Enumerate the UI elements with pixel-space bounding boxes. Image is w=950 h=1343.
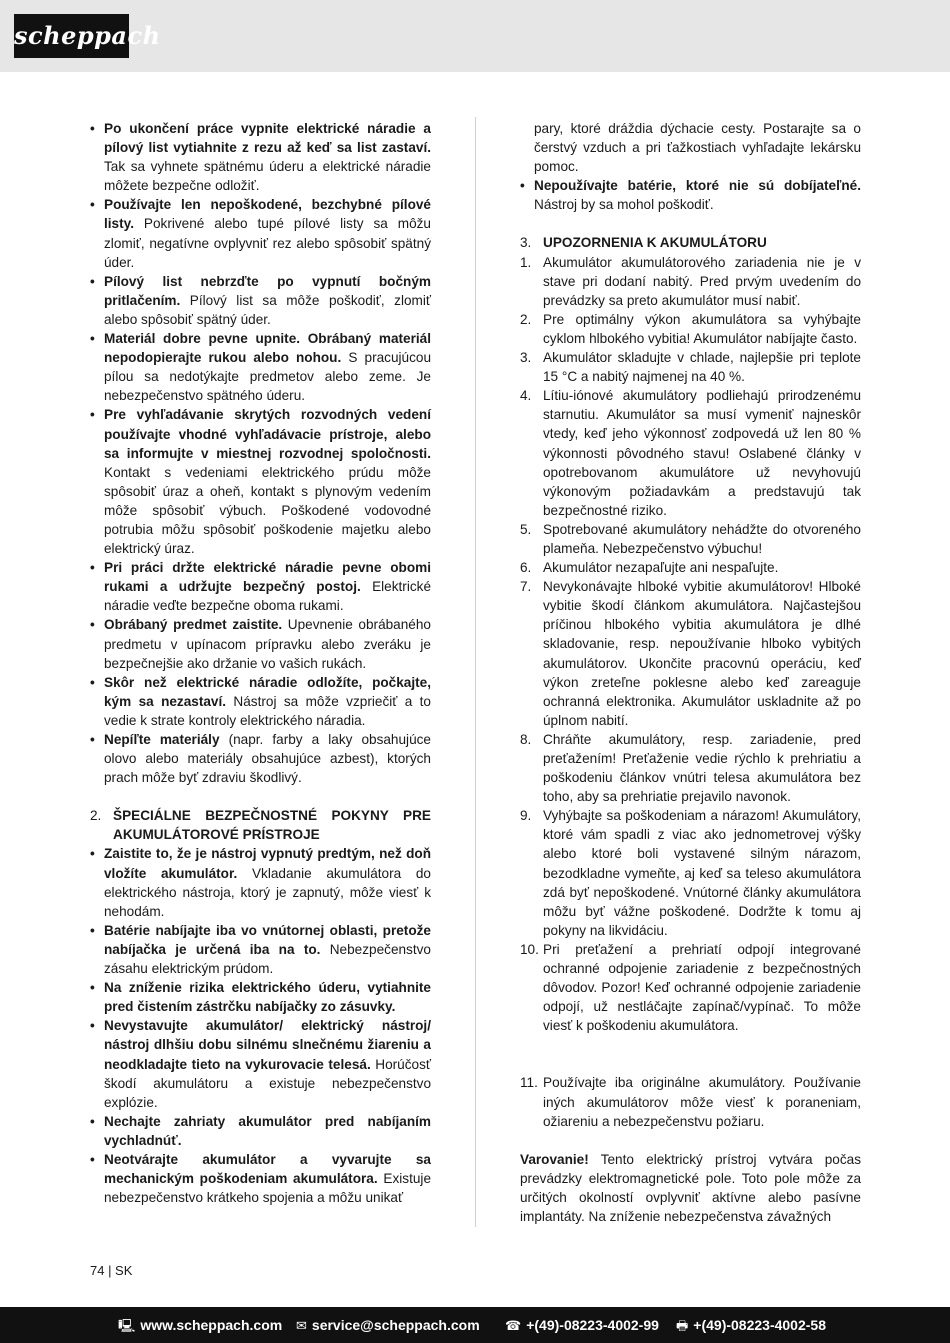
bullet-item <box>90 405 431 558</box>
page-footer <box>0 1307 950 1343</box>
bullet-item <box>90 921 431 978</box>
bullet-bold: Batérie nabíjajte iba vo vnútornej oblasti, pretože nabíjačka je určená iba na to. <box>104 922 431 957</box>
numbered-item <box>520 1073 861 1130</box>
bullet-text: Tak sa vyhnete spätnému úderu a elektrické náradie môžete bezpečne odložiť. <box>104 159 431 194</box>
left-bullet-list <box>90 119 431 787</box>
bullet-bold: Na zníženie rizika elektrického úderu, vytiahnite pred čistením zástrčku nabíjačky zo zásuvky. <box>104 980 431 1015</box>
bullet-item <box>90 615 431 672</box>
section-title: ŠPECIÁLNE BEZPEČNOSTNÉ POKYNY PRE AKUMULÁTOROVÉ PRÍSTROJE <box>113 808 431 843</box>
bullet-text: Nástroj by sa mohol poškodiť. <box>534 197 714 213</box>
bullet-item <box>90 1112 431 1150</box>
item-text: Chráňte akumulátory, resp. zariadenie, pred preťažením! Preťaženie vedie rýchlo k prehriatiu a poškodeniu článkov vnútri telesa akumulátora bez toho, aby sa prehriatie prejavilo navonok. <box>543 731 861 805</box>
numbered-item <box>520 806 861 940</box>
section-number: 3. <box>520 235 532 251</box>
warning-text: Tento elektrický prístroj vytvára počas prevádzky elektromagnetické pole. Toto pole môže za určitých okolností ovplyvniť aktívne alebo pasívne implantáty. Na zníženie nebezpečenstva závažných <box>520 1151 861 1224</box>
item-text: Vyhýbajte sa poškodeniam a nárazom! Akumulátory, ktoré vám spadli z viac ako jednometrovej výšky alebo ktoré boli vystavené silným nárazom, bezodkladne vymeňte, aj keď sa teleso akumulátora zdá byť nepoškodené. Vnútorné články akumulátora môžu byť vážne poškodené. Dodržte k tomu aj pokyny na likvidáciu. <box>543 808 861 938</box>
numbered-item <box>520 520 861 558</box>
bullet-item <box>90 730 431 787</box>
website-link[interactable]: www.scheppach.com <box>140 1317 283 1333</box>
bullet-bold: Nevystavujte akumulátor/ elektrický nástroj/ nástroj dlhšiu dobu silnému slnečnému žiareniu a neodkladajte tieto na vykurovacie telesá. <box>104 1018 431 1072</box>
bullet-bold: Obrábaný predmet zaistite. <box>104 617 283 633</box>
item-number: 6. <box>520 560 532 576</box>
item-text: Akumulátor skladujte v chlade, najlepšie pri teplote 15 °C a nabitý najmenej na 40 %. <box>543 350 861 385</box>
phone-number: +(49)-08223-4002-99 <box>526 1317 659 1333</box>
page-number: 74 | SK <box>90 1263 133 1278</box>
bullet-item <box>90 673 431 730</box>
footer-email[interactable] <box>296 1307 480 1343</box>
item-text: Akumulátor akumulátorového zariadenia nie je v stave pri dodaní nabitý. Pred prvým uvedením do prevádzky sa preto akumulátor musí nabiť. <box>543 254 861 308</box>
bullet-text: Existuje nebezpečenstvo krátkeho spojenia a môžu unikať <box>104 1171 431 1206</box>
section-2-heading <box>90 806 431 844</box>
bullet-item <box>90 558 431 615</box>
numbered-item <box>520 348 861 386</box>
bullet-text: S pracujúcou pílou sa nedotýkajte predmetov alebo zeme. Je nebezpečenstvo spätného úderu. <box>104 350 432 404</box>
item-text: Spotrebované akumulátory nehádžte do otvoreného plameňa. Nebezpečenstvo výbuchu! <box>543 521 861 556</box>
bullet-item <box>90 195 431 271</box>
item-number: 10. <box>520 941 539 957</box>
bullet-bold: Skôr než elektrické náradie odložíte, počkajte, kým sa nezastaví. <box>104 674 431 709</box>
bullet-item <box>90 1016 431 1111</box>
bullet-text: Vkladanie akumulátora do elektrického nástroja, ktorý je zapnutý, môže viesť k nehodám. <box>104 865 431 919</box>
left-column <box>90 119 431 1207</box>
item-text: Používajte iba originálne akumulátory. Používanie iných akumulátorov môže viesť k poraneniam, ožiareniu a nebezpečenstvu požiaru. <box>543 1075 861 1129</box>
fax-icon: 🖶 <box>676 1319 689 1334</box>
bullet-bold: Nechajte zahriaty akumulátor pred nabíjaním vychladnúť. <box>104 1113 431 1148</box>
item-number: 3. <box>520 350 532 366</box>
bullet-text: Horúčosť škodí akumulátoru a existuje nebezpečenstvo explózie. <box>104 1056 431 1110</box>
bullet-item <box>90 1150 431 1207</box>
section-2-bullet-list <box>90 844 431 1207</box>
bullet-item <box>90 119 431 195</box>
bullet-bold: Pre vyhľadávanie skrytých rozvodných vedení používajte vhodné vyhľadávacie prístroje, alebo sa informujte v miestnej rozvodnej spoločnosti. <box>104 407 431 461</box>
numbered-item <box>520 577 861 730</box>
item-number: 11. <box>520 1075 538 1091</box>
item-number: 8. <box>520 731 532 747</box>
bullet-bold: Pri práci držte elektrické náradie pevne obomi rukami a udržujte bezpečný postoj. <box>104 560 431 595</box>
bullet-text: Nebezpečenstvo zásahu elektrickým prúdom. <box>104 941 431 977</box>
item-text: Pri preťažení a prehriatí odpojí integrované ochranné odpojenie zariadenie z bezpečnostných dôvodov. Pozor! Keď ochranné odpojenie zariadenie odpojí, už nestláčajte zapínač/vypínač. To môže viesť k poškodeniu akumulátora. <box>543 941 861 1034</box>
bullet-text: Elektrické náradie veďte bezpečne oboma rukami. <box>104 579 432 614</box>
bullet-text: Pílový list sa môže poškodiť, zlomiť alebo spôsobiť spätný úder. <box>104 292 431 327</box>
item-number: 9. <box>520 808 532 824</box>
section-3-heading <box>520 233 861 252</box>
bullet-bold: Zaistite to, že je nástroj vypnutý predtým, než doň vložíte akumulátor. <box>104 846 431 881</box>
email-link[interactable]: service@scheppach.com <box>311 1317 480 1333</box>
bullet-text: Kontakt s vedeniami elektrického prúdu môže spôsobiť úraz a oheň, kontakt s plynovým vedením môže spôsobiť výbuch. Poškodené vodovodné potrubia môžu spôsobiť poškodenie majetku alebo elektrický úraz. <box>104 464 431 557</box>
item-text: Lítiu-iónové akumulátory podliehajú prirodzenému starnutiu. Akumulátor sa musí vymeniť najneskôr vtedy, keď jeho výkonnosť zodpovedá už len 80 % výkonnosti pôvodného stavu! Oslabené články v opotrebovanom akumulátore už nevyhovujú výkonovým požiadavkám a predstavujú tak bezpečnostné riziko. <box>543 388 861 518</box>
fax-number: +(49)-08223-4002-58 <box>693 1317 826 1333</box>
bullet-item <box>90 978 431 1016</box>
bullet-text: (napr. farby a laky obsahujúce olovo alebo materiály obsahujúce azbest), ktorých prach môže byť zdraviu škodlivý. <box>104 732 431 786</box>
numbered-item <box>520 253 861 310</box>
footer-website[interactable] <box>118 1307 282 1343</box>
item-number: 5. <box>520 521 532 537</box>
footer-phone <box>505 1307 659 1343</box>
item-text: Pre optimálny výkon akumulátora sa vyhýbajte cyklom hlbokého vybitia! Akumulátor nabíjajte často. <box>543 311 861 346</box>
numbered-item <box>520 386 861 520</box>
continuation-text: pary, ktoré dráždia dýchacie cesty. Postarajte sa o čerstvý vzduch a pri ťažkostiach vyhľadajte lekársku pomoc. <box>534 121 861 175</box>
numbered-item <box>520 940 861 1035</box>
footer-fax <box>676 1307 826 1343</box>
phone-icon: ☎ <box>505 1319 522 1334</box>
numbered-item <box>520 730 861 806</box>
numbered-list <box>520 253 861 1036</box>
bullet-bold: Pílový list nebrzďte po vypnutí bočným pritlačením. <box>104 273 431 308</box>
bullet-bold: Používajte len nepoškodené, bezchybné pílové listy. <box>104 197 431 232</box>
bullet-bold: Nepoužívajte batérie, ktoré nie sú dobíjateľné. <box>534 178 861 194</box>
bullet-bold: Po ukončení práce vypnite elektrické náradie a pílový list vytiahnite z rezu až keď sa list zastaví. <box>104 121 431 156</box>
item-number: 7. <box>520 579 532 595</box>
mail-icon: ✉ <box>296 1319 307 1334</box>
numbered-item <box>520 310 861 348</box>
page-header <box>0 0 950 72</box>
bullet-item <box>520 176 861 214</box>
item-number: 2. <box>520 311 532 327</box>
bullet-text: Pokrivené alebo tupé pílové listy sa môžu zlomiť, negatívne ovplyvniť rez alebo spôsobiť spätný úder. <box>104 216 431 270</box>
item-number: 4. <box>520 388 532 404</box>
bullet-bold: Neotvárajte akumulátor a vyvarujte sa mechanickým poškodeniam akumulátora. <box>104 1151 431 1187</box>
bullet-bold: Materiál dobre pevne upnite. Obrábaný materiál nepodopierajte rukou alebo nohou. <box>104 331 431 366</box>
section-number: 2. <box>90 808 102 824</box>
item-number: 1. <box>520 254 532 270</box>
warning-paragraph <box>520 1150 861 1226</box>
scheppach-logo: scheppach <box>14 14 129 58</box>
bullet-item <box>90 329 431 405</box>
bullet-item <box>90 844 431 920</box>
bullet-bold: Nepíľte materiály <box>104 732 220 747</box>
bullet-text: Nástroj sa môže vzpriečiť a to vedie k strate kontroly elektrického náradia. <box>104 693 431 728</box>
bullet-text: Upevnenie obrábaného predmetu v upínacom prípravku alebo zveráku je bezpečnejšie ako držanie vo vašich rukách. <box>104 617 431 671</box>
right-column <box>520 119 861 1226</box>
item-text: Nevykonávajte hlboké vybitie akumulátorov! Hlboké vybitie škodí článkom akumulátora. Najčastejšou príčinou hlbokého vybitia akumulátora je dlhé skladovanie, resp. nepoužívanie hlboko vybitých akumulátorov. Ukončite pracovnú operáciu, keď výkon zreteľne poklesne alebo keď zareaguje ochranná elektronika. Akumulátor uskladnite až po úplnom nabití. <box>543 579 861 728</box>
computer-icon: 🖳 <box>118 1319 136 1334</box>
item-text: Akumulátor nezapaľujte ani nespaľujte. <box>543 560 779 576</box>
section-title: UPOZORNENIA K AKUMULÁTORU <box>543 235 767 251</box>
warning-label: Varovanie! <box>520 1151 589 1167</box>
bullet-item <box>90 272 431 329</box>
numbered-item <box>520 558 861 577</box>
column-divider <box>475 117 476 1227</box>
